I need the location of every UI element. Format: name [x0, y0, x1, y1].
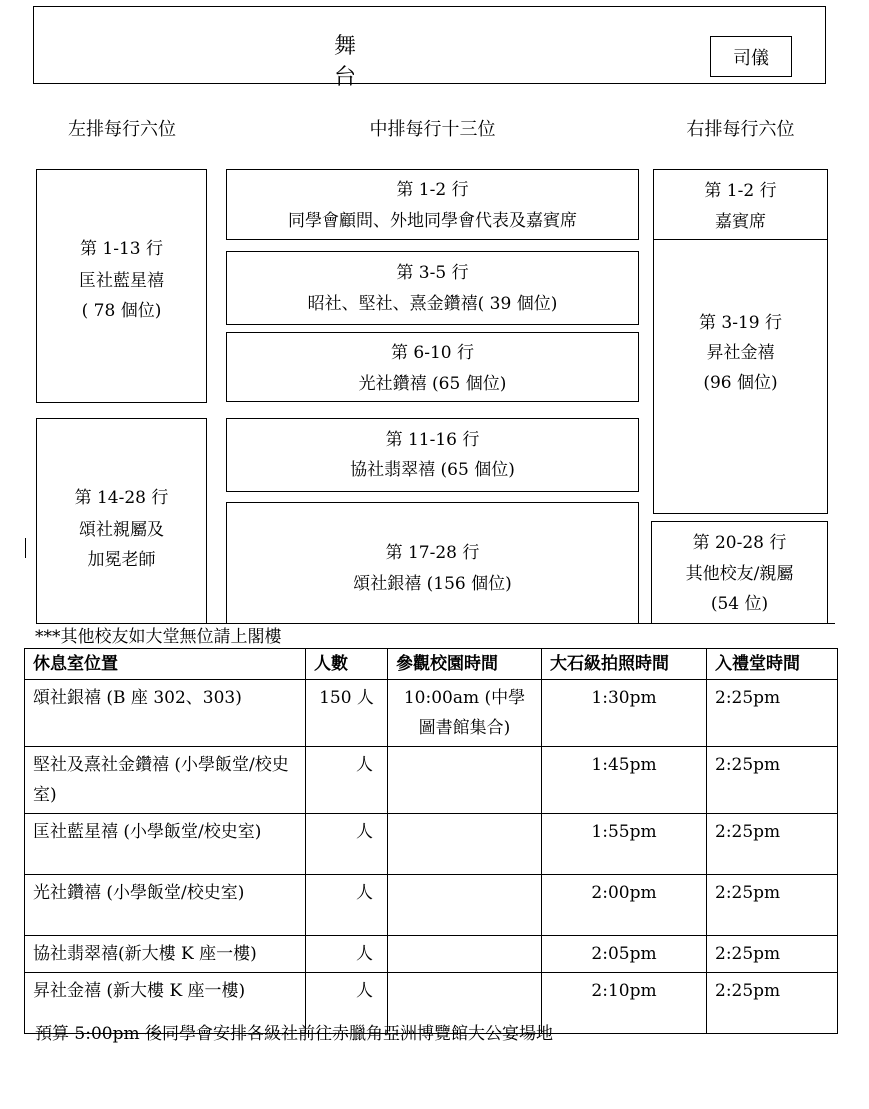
header-tour: 參觀校園時間 [388, 649, 542, 680]
left-block-rows-14-28 [36, 418, 207, 624]
middle-block-5-rows: 第 17-28 行 [385, 543, 480, 563]
enter-time-cell: 2:25pm [707, 973, 838, 1034]
right-block-2-group: 昇社金禧 [706, 343, 775, 363]
header-enter: 入禮堂時間 [707, 649, 838, 680]
room-cell: 協社翡翠禧(新大樓 K 座一樓) [25, 936, 306, 973]
schedule-header-row [25, 649, 838, 680]
middle-block-1-rows: 第 1-2 行 [396, 180, 469, 200]
tour-cell [388, 936, 542, 973]
photo-time-cell: 2:10pm [542, 973, 707, 1034]
photo-time-cell: 1:45pm [542, 747, 707, 814]
middle-block-rows-3-5 [226, 251, 639, 325]
table-row [25, 814, 838, 875]
left-block-2-rows: 第 14-28 行 [74, 488, 169, 508]
middle-block-2-group: 昭社、堅社、熹金鑽禧( 39 個位) [307, 294, 558, 314]
footer-note: 預算 5:00pm 後同學會安排各級社前往赤臘角亞洲博覽館大公宴場地 [35, 1024, 553, 1044]
table-row [25, 875, 838, 936]
header-room: 休息室位置 [25, 649, 306, 680]
overflow-note: ***其他校友如大堂無位請上閣樓 [35, 627, 282, 647]
middle-block-3-group: 光社鑽禧 (65 個位) [358, 374, 507, 394]
middle-block-4-rows: 第 11-16 行 [385, 430, 480, 450]
tour-cell [388, 875, 542, 936]
photo-time-cell: 2:00pm [542, 875, 707, 936]
table-row [25, 747, 838, 814]
enter-time-cell: 2:25pm [707, 875, 838, 936]
enter-time-cell: 2:25pm [707, 814, 838, 875]
header-photo: 大石級拍照時間 [542, 649, 707, 680]
enter-time-cell: 2:25pm [707, 747, 838, 814]
room-cell: 昇社金禧 (新大樓 K 座一樓) [25, 973, 306, 1034]
right-block-rows-1-2 [653, 169, 828, 240]
left-block-2-group-line2: 加冕老師 [87, 550, 156, 570]
mc-box: 司儀 [710, 36, 792, 77]
middle-block-rows-1-2 [226, 169, 639, 240]
enter-time-cell: 2:25pm [707, 680, 838, 747]
tour-cell [388, 747, 542, 814]
right-block-2-rows: 第 3-19 行 [699, 313, 782, 333]
schedule-table [24, 648, 838, 1034]
photo-time-cell: 1:30pm [542, 680, 707, 747]
middle-block-rows-17-28 [226, 502, 639, 624]
photo-time-cell: 1:55pm [542, 814, 707, 875]
left-block-1-count: ( 78 個位) [81, 301, 162, 321]
stage-area [33, 6, 826, 90]
right-block-1-rows: 第 1-2 行 [704, 181, 777, 201]
room-cell: 光社鑽禧 (小學飯堂/校史室) [25, 875, 306, 936]
right-block-2-count: (96 個位) [703, 373, 778, 393]
left-block-2-group: 頌社親屬及 [79, 520, 164, 540]
table-row [25, 680, 838, 747]
right-block-3-group: 其他校友/親屬 [685, 564, 794, 584]
right-block-3-count: (54 位) [710, 594, 769, 614]
table-row [25, 936, 838, 973]
people-cell: 人 [306, 936, 388, 973]
right-block-rows-20-28 [651, 521, 828, 624]
middle-block-4-group: 協社翡翠禧 (65 個位) [350, 460, 515, 480]
left-block-rows-1-13 [36, 169, 207, 403]
room-cell: 頌社銀禧 (B 座 302、303) [25, 680, 306, 747]
text-cursor [25, 538, 26, 558]
middle-block-3-rows: 第 6-10 行 [391, 343, 474, 363]
header-people: 人數 [306, 649, 388, 680]
middle-block-2-rows: 第 3-5 行 [396, 263, 469, 283]
enter-time-cell: 2:25pm [707, 936, 838, 973]
people-cell: 150 人 [306, 680, 388, 747]
middle-block-1-group: 同學會顧問、外地同學會代表及嘉賓席 [288, 211, 577, 231]
right-block-3-rows: 第 20-28 行 [692, 533, 787, 553]
left-block-1-group: 匡社藍星禧 [79, 271, 164, 291]
people-cell: 人 [306, 747, 388, 814]
left-column-heading: 左排每行六位 [68, 119, 176, 140]
middle-block-rows-6-10 [226, 332, 639, 402]
right-column-heading: 右排每行六位 [686, 119, 795, 140]
stage-title: 舞台 [334, 34, 467, 90]
people-cell: 人 [306, 973, 388, 1034]
tour-cell [388, 814, 542, 875]
right-block-1-group: 嘉賓席 [715, 212, 766, 232]
right-block-rows-3-19 [653, 239, 828, 514]
left-block-1-rows: 第 1-13 行 [80, 239, 163, 259]
middle-block-rows-11-16 [226, 418, 639, 492]
room-cell: 堅社及熹社金鑽禧 (小學飯堂/校史室) [25, 747, 306, 814]
photo-time-cell: 2:05pm [542, 936, 707, 973]
middle-block-5-group: 頌社銀禧 (156 個位) [353, 574, 512, 594]
room-cell: 匡社藍星禧 (小學飯堂/校史室) [25, 814, 306, 875]
people-cell: 人 [306, 875, 388, 936]
tour-cell: 10:00am (中學圖書館集合) [388, 680, 542, 747]
people-cell: 人 [306, 814, 388, 875]
middle-column-heading: 中排每行十三位 [369, 119, 496, 140]
